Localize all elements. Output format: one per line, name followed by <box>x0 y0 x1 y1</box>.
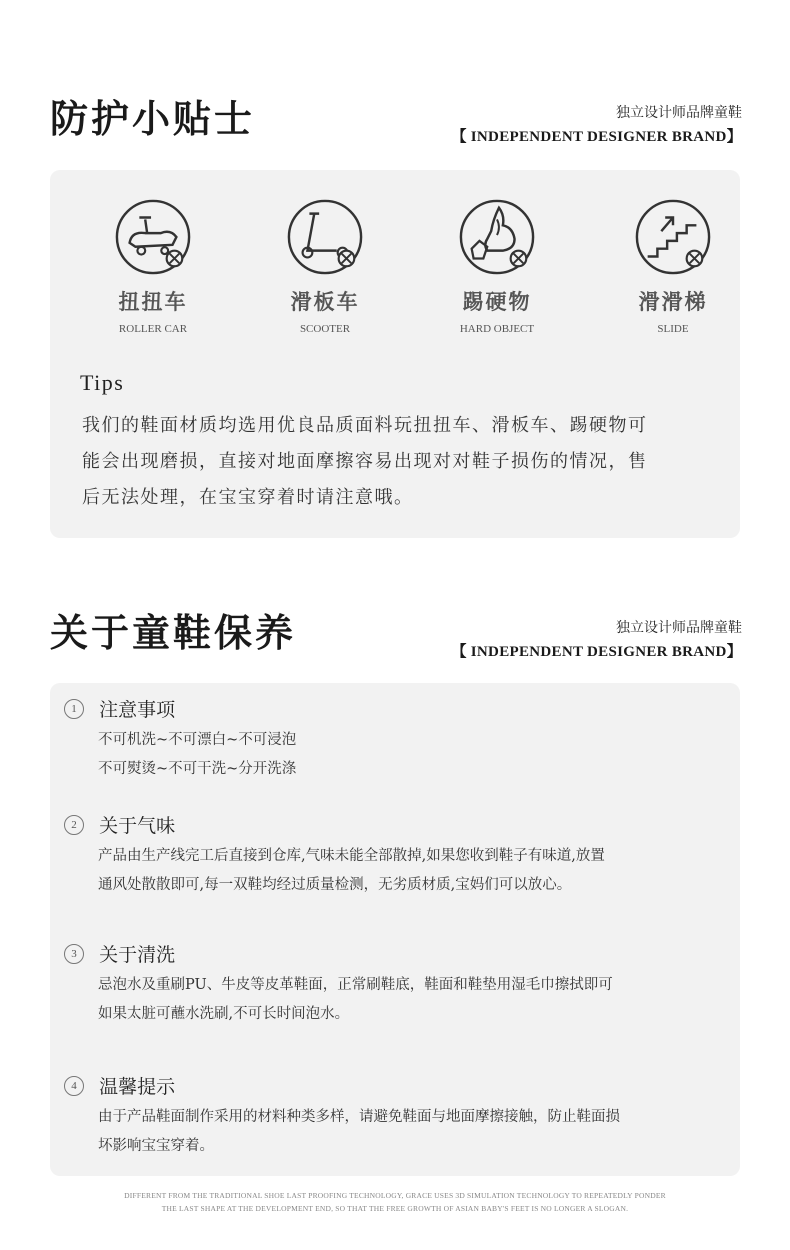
care-item <box>64 1072 724 1161</box>
footer-line: DIFFERENT FROM THE TRADITIONAL SHOE LAST PROOFING TECHNOLOGY, GRACE USES 3D SIMULATION TECHNOLOGY TO REPEATEDLY PONDER <box>124 1191 666 1200</box>
brand-en: 【 INDEPENDENT DESIGNER BRAND】 <box>451 644 742 660</box>
slide-icon <box>634 198 712 276</box>
care-line: 通风处散散即可,每一双鞋均经过质量检测，无劣质材质,宝妈们可以放心。 <box>98 877 572 893</box>
brand-cn: 独立设计师品牌童鞋 <box>616 620 742 636</box>
tips-line: 我们的鞋面材质均选用优良品质面料玩扭扭车、滑板车、踢硬物可 <box>82 415 648 436</box>
icon-label-cn: 踢硬物 <box>462 289 532 314</box>
number-badge: 2 <box>64 815 84 835</box>
care-line: 不可熨烫~不可干洗~分开洗涤 <box>98 761 297 777</box>
care-line: 坏影响宝宝穿着。 <box>98 1138 214 1154</box>
roller-car-icon <box>114 198 192 276</box>
number-badge: 3 <box>64 944 84 964</box>
care-line: 产品由生产线完工后直接到仓库,气味未能全部散掉,如果您收到鞋子有味道,放置 <box>98 848 605 864</box>
care-line: 忌泡水及重刷PU、牛皮等皮革鞋面，正常刷鞋底，鞋面和鞋垫用湿毛巾擦拭即可 <box>98 977 613 993</box>
care-line: 如果太脏可蘸水洗刷,不可长时间泡水。 <box>98 1006 350 1022</box>
care-line: 不可机洗~不可漂白~不可浸泡 <box>98 732 297 748</box>
icon-label-en: HARD OBJECT <box>459 323 535 335</box>
tips-line: 后无法处理，在宝宝穿着时请注意哦。 <box>82 487 414 508</box>
number-badge: 1 <box>64 699 84 719</box>
icon-label-en: ROLLER CAR <box>118 323 188 335</box>
care-title: 关于清洗 <box>99 944 176 966</box>
care-title: 关于气味 <box>99 815 176 837</box>
care-item <box>64 695 724 784</box>
care-item <box>64 811 724 900</box>
icon-item-hard-object <box>417 198 577 335</box>
care-title: 注意事项 <box>99 699 176 721</box>
protection-panel <box>50 170 740 538</box>
icon-label-en: SCOOTER <box>299 323 351 335</box>
number-badge: 4 <box>64 1076 84 1096</box>
icon-label-cn: 扭扭车 <box>118 289 188 314</box>
care-line: 由于产品鞋面制作采用的材料种类多样，请避免鞋面与地面摩擦接触，防止鞋面损 <box>98 1109 620 1125</box>
care-panel <box>50 683 740 1176</box>
brand-en: 【 INDEPENDENT DESIGNER BRAND】 <box>451 129 742 145</box>
tips-line: 能会出现磨损，直接对地面摩擦容易出现对对鞋子损伤的情况，售 <box>82 451 648 472</box>
section-title-care: 关于童鞋保养 <box>50 610 297 655</box>
hard-object-icon <box>458 198 536 276</box>
brand-block <box>451 102 742 146</box>
footer-line: THE LAST SHAPE AT THE DEVELOPMENT END, SO THAT THE FREE GROWTH OF ASIAN BABY'S FEET IS NO LONGER A SLOGAN. <box>161 1204 629 1213</box>
icon-item-scooter <box>245 198 405 335</box>
tips-body <box>82 408 722 516</box>
care-item <box>64 940 724 1029</box>
brand-cn: 独立设计师品牌童鞋 <box>616 105 742 121</box>
icon-label-cn: 滑板车 <box>290 289 360 314</box>
care-title: 温馨提示 <box>99 1076 176 1098</box>
icon-label-en: SLIDE <box>657 323 689 335</box>
tips-title: Tips <box>80 370 125 395</box>
icon-label-cn: 滑滑梯 <box>638 289 708 314</box>
brand-block <box>451 617 742 661</box>
section-title-protection: 防护小贴士 <box>50 96 256 141</box>
icon-item-slide <box>593 198 753 335</box>
scooter-icon <box>286 198 364 276</box>
icon-item-roller-car <box>73 198 233 335</box>
